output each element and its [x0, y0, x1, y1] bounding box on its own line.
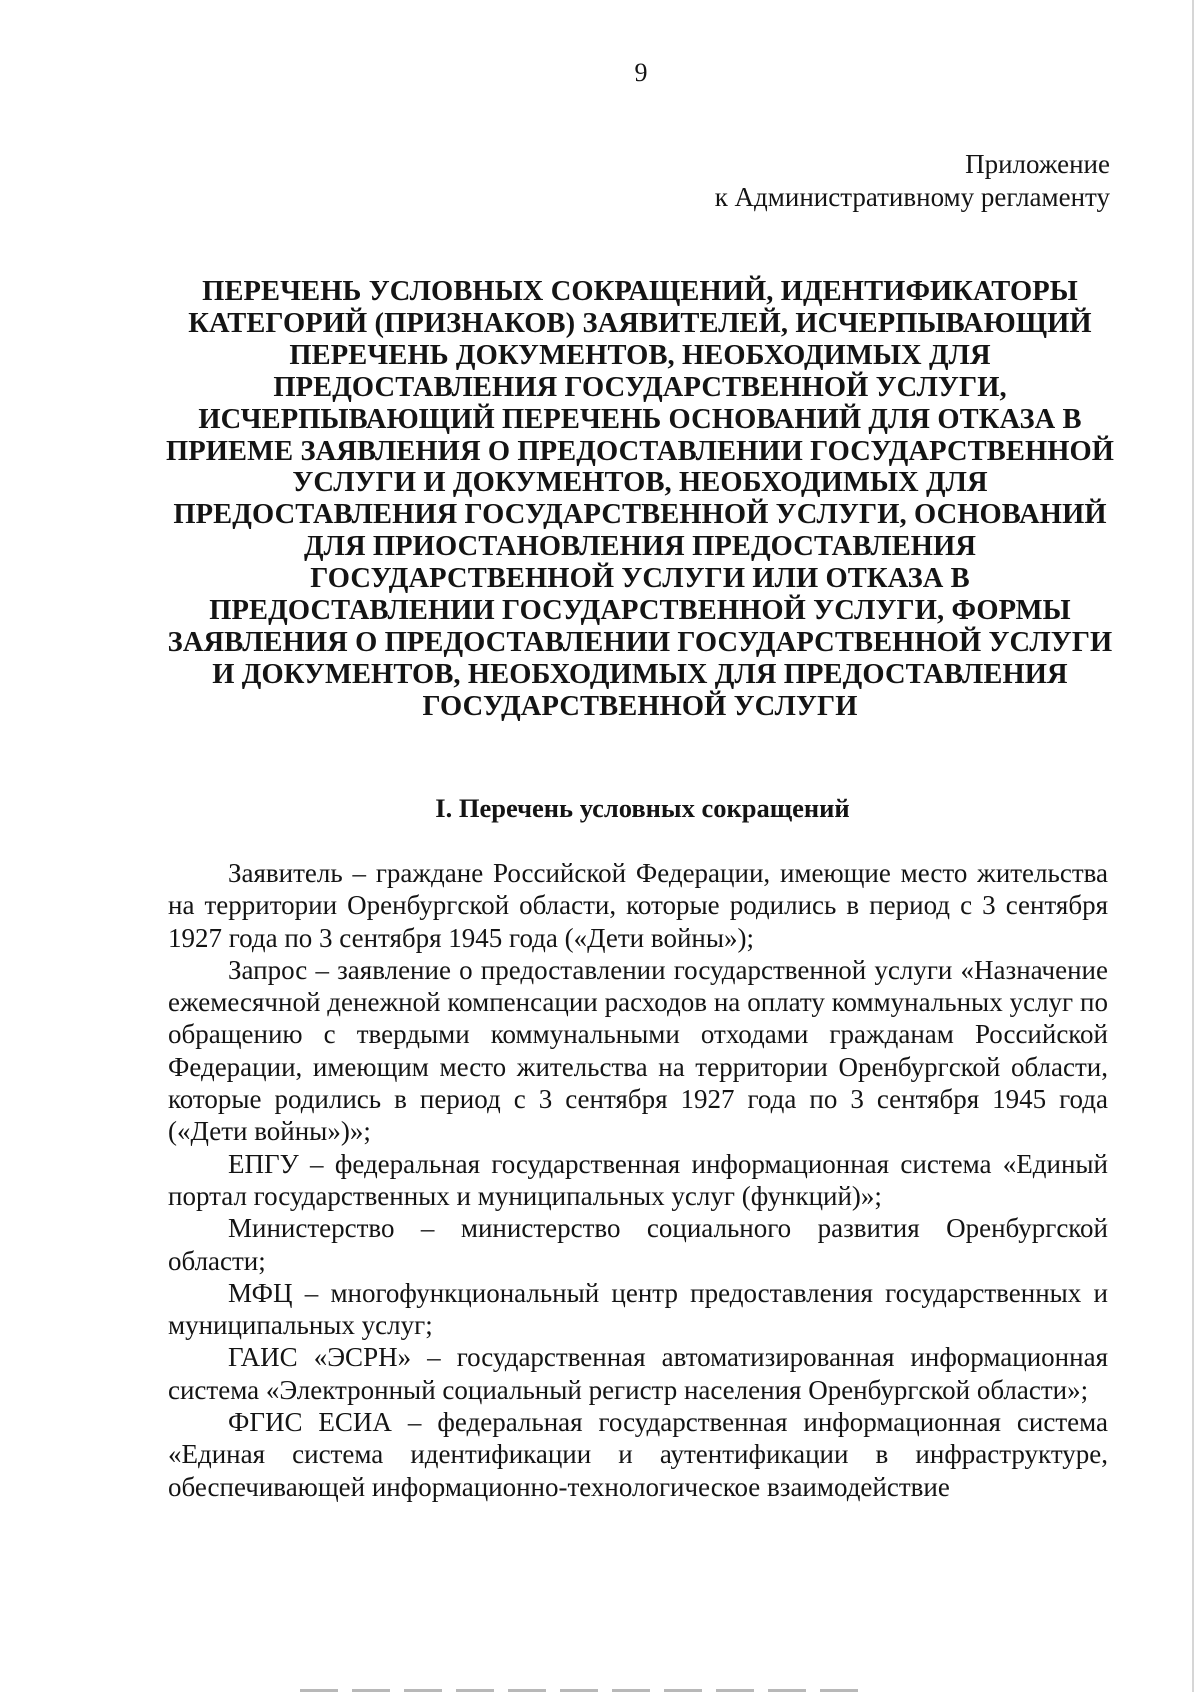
abbreviation-mfc: МФЦ – многофункциональный центр предоставления государственных и муниципальных услуг;: [168, 1277, 1108, 1341]
appendix-reference: к Административному регламенту: [714, 182, 1110, 212]
abbreviation-fgis-esia: ФГИС ЕСИА – федеральная государственная информационная система «Единая система идентификации и аутентификации в инфраструктуре, обеспечивающей информационно-технологическое взаимодействие: [168, 1407, 1108, 1502]
title-line: ПЕРЕЧЕНЬ УСЛОВНЫХ СОКРАЩЕНИЙ, ИДЕНТИФИКАТОРЫ: [202, 276, 1078, 307]
abbreviation-ministry: Министерство – министерство социального развития Оренбургской области;: [168, 1213, 1108, 1276]
title-line: И ДОКУМЕНТОВ, НЕОБХОДИМЫХ ДЛЯ ПРЕДОСТАВЛЕНИЯ: [212, 658, 1068, 690]
abbreviation-epgu: ЕПГУ – федеральная государственная информационная система «Единый портал государственных и муниципальных услуг (функций)»;: [168, 1148, 1108, 1211]
title-line: ГОСУДАРСТВЕННОЙ УСЛУГИ: [422, 690, 858, 722]
section-heading: I. Перечень условных сокращений: [435, 793, 850, 823]
scan-edge-line: [1192, 0, 1194, 1692]
abbreviation-applicant: Заявитель – граждане Российской Федерации, имеющие место жительства на территории Оренбургской области, которые родились в период с 3 сентября 1927 года по 3 сентября 1945 года («Дети войны»);: [168, 858, 1108, 953]
title-line: УСЛУГИ И ДОКУМЕНТОВ, НЕОБХОДИМЫХ ДЛЯ: [292, 467, 988, 499]
title-line: ДЛЯ ПРИОСТАНОВЛЕНИЯ ПРЕДОСТАВЛЕНИЯ: [303, 531, 977, 563]
title-line: КАТЕГОРИЙ (ПРИЗНАКОВ) ЗАЯВИТЕЛЕЙ, ИСЧЕРПЫВАЮЩИЙ: [188, 307, 1092, 339]
abbreviation-request: Запрос – заявление о предоставлении государственной услуги «Назначение ежемесячной денежной компенсации расходов на оплату коммунальных услуг по обращению с твердыми коммунальными отходами гражданам Российской Федерации, имеющим место жительства на территории Оренбургской области, которые родились в период с 3 сентября 1927 года по 3 сентября 1945 года («Дети войны»)»;: [168, 954, 1108, 1147]
title-line: ПРИЕМЕ ЗАЯВЛЕНИЯ О ПРЕДОСТАВЛЕНИИ ГОСУДАРСТВЕННОЙ: [165, 435, 1115, 467]
title-line: ПРЕДОСТАВЛЕНИЯ ГОСУДАРСТВЕННОЙ УСЛУГИ,: [273, 371, 1007, 403]
page-number: 9: [634, 58, 648, 87]
abbreviation-gais-esrn: ГАИС «ЭСРН» – государственная автоматизированная информационная система «Электронный социальный регистр населения Оренбургской области»;: [168, 1342, 1108, 1405]
document-title: [150, 276, 1130, 723]
appendix-label: Приложение: [965, 149, 1110, 179]
title-line: ГОСУДАРСТВЕННОЙ УСЛУГИ ИЛИ ОТКАЗА В: [310, 563, 970, 595]
title-line: ЗАЯВЛЕНИЯ О ПРЕДОСТАВЛЕНИИ ГОСУДАРСТВЕННОЙ УСЛУГИ: [167, 626, 1113, 658]
title-line: ПРЕДОСТАВЛЕНИЯ ГОСУДАРСТВЕННОЙ УСЛУГИ, ОСНОВАНИЙ: [173, 499, 1107, 531]
title-line: ПРЕДОСТАВЛЕНИИ ГОСУДАРСТВЕННОЙ УСЛУГИ, ФОРМЫ: [209, 595, 1071, 627]
appendix-header: [715, 148, 1110, 214]
abbreviations-list: [168, 857, 1108, 1503]
title-line: ИСЧЕРПЫВАЮЩИЙ ПЕРЕЧЕНЬ ОСНОВАНИЙ ДЛЯ ОТКАЗА В: [198, 403, 1082, 435]
title-line: ПЕРЕЧЕНЬ ДОКУМЕНТОВ, НЕОБХОДИМЫХ ДЛЯ: [289, 339, 991, 371]
